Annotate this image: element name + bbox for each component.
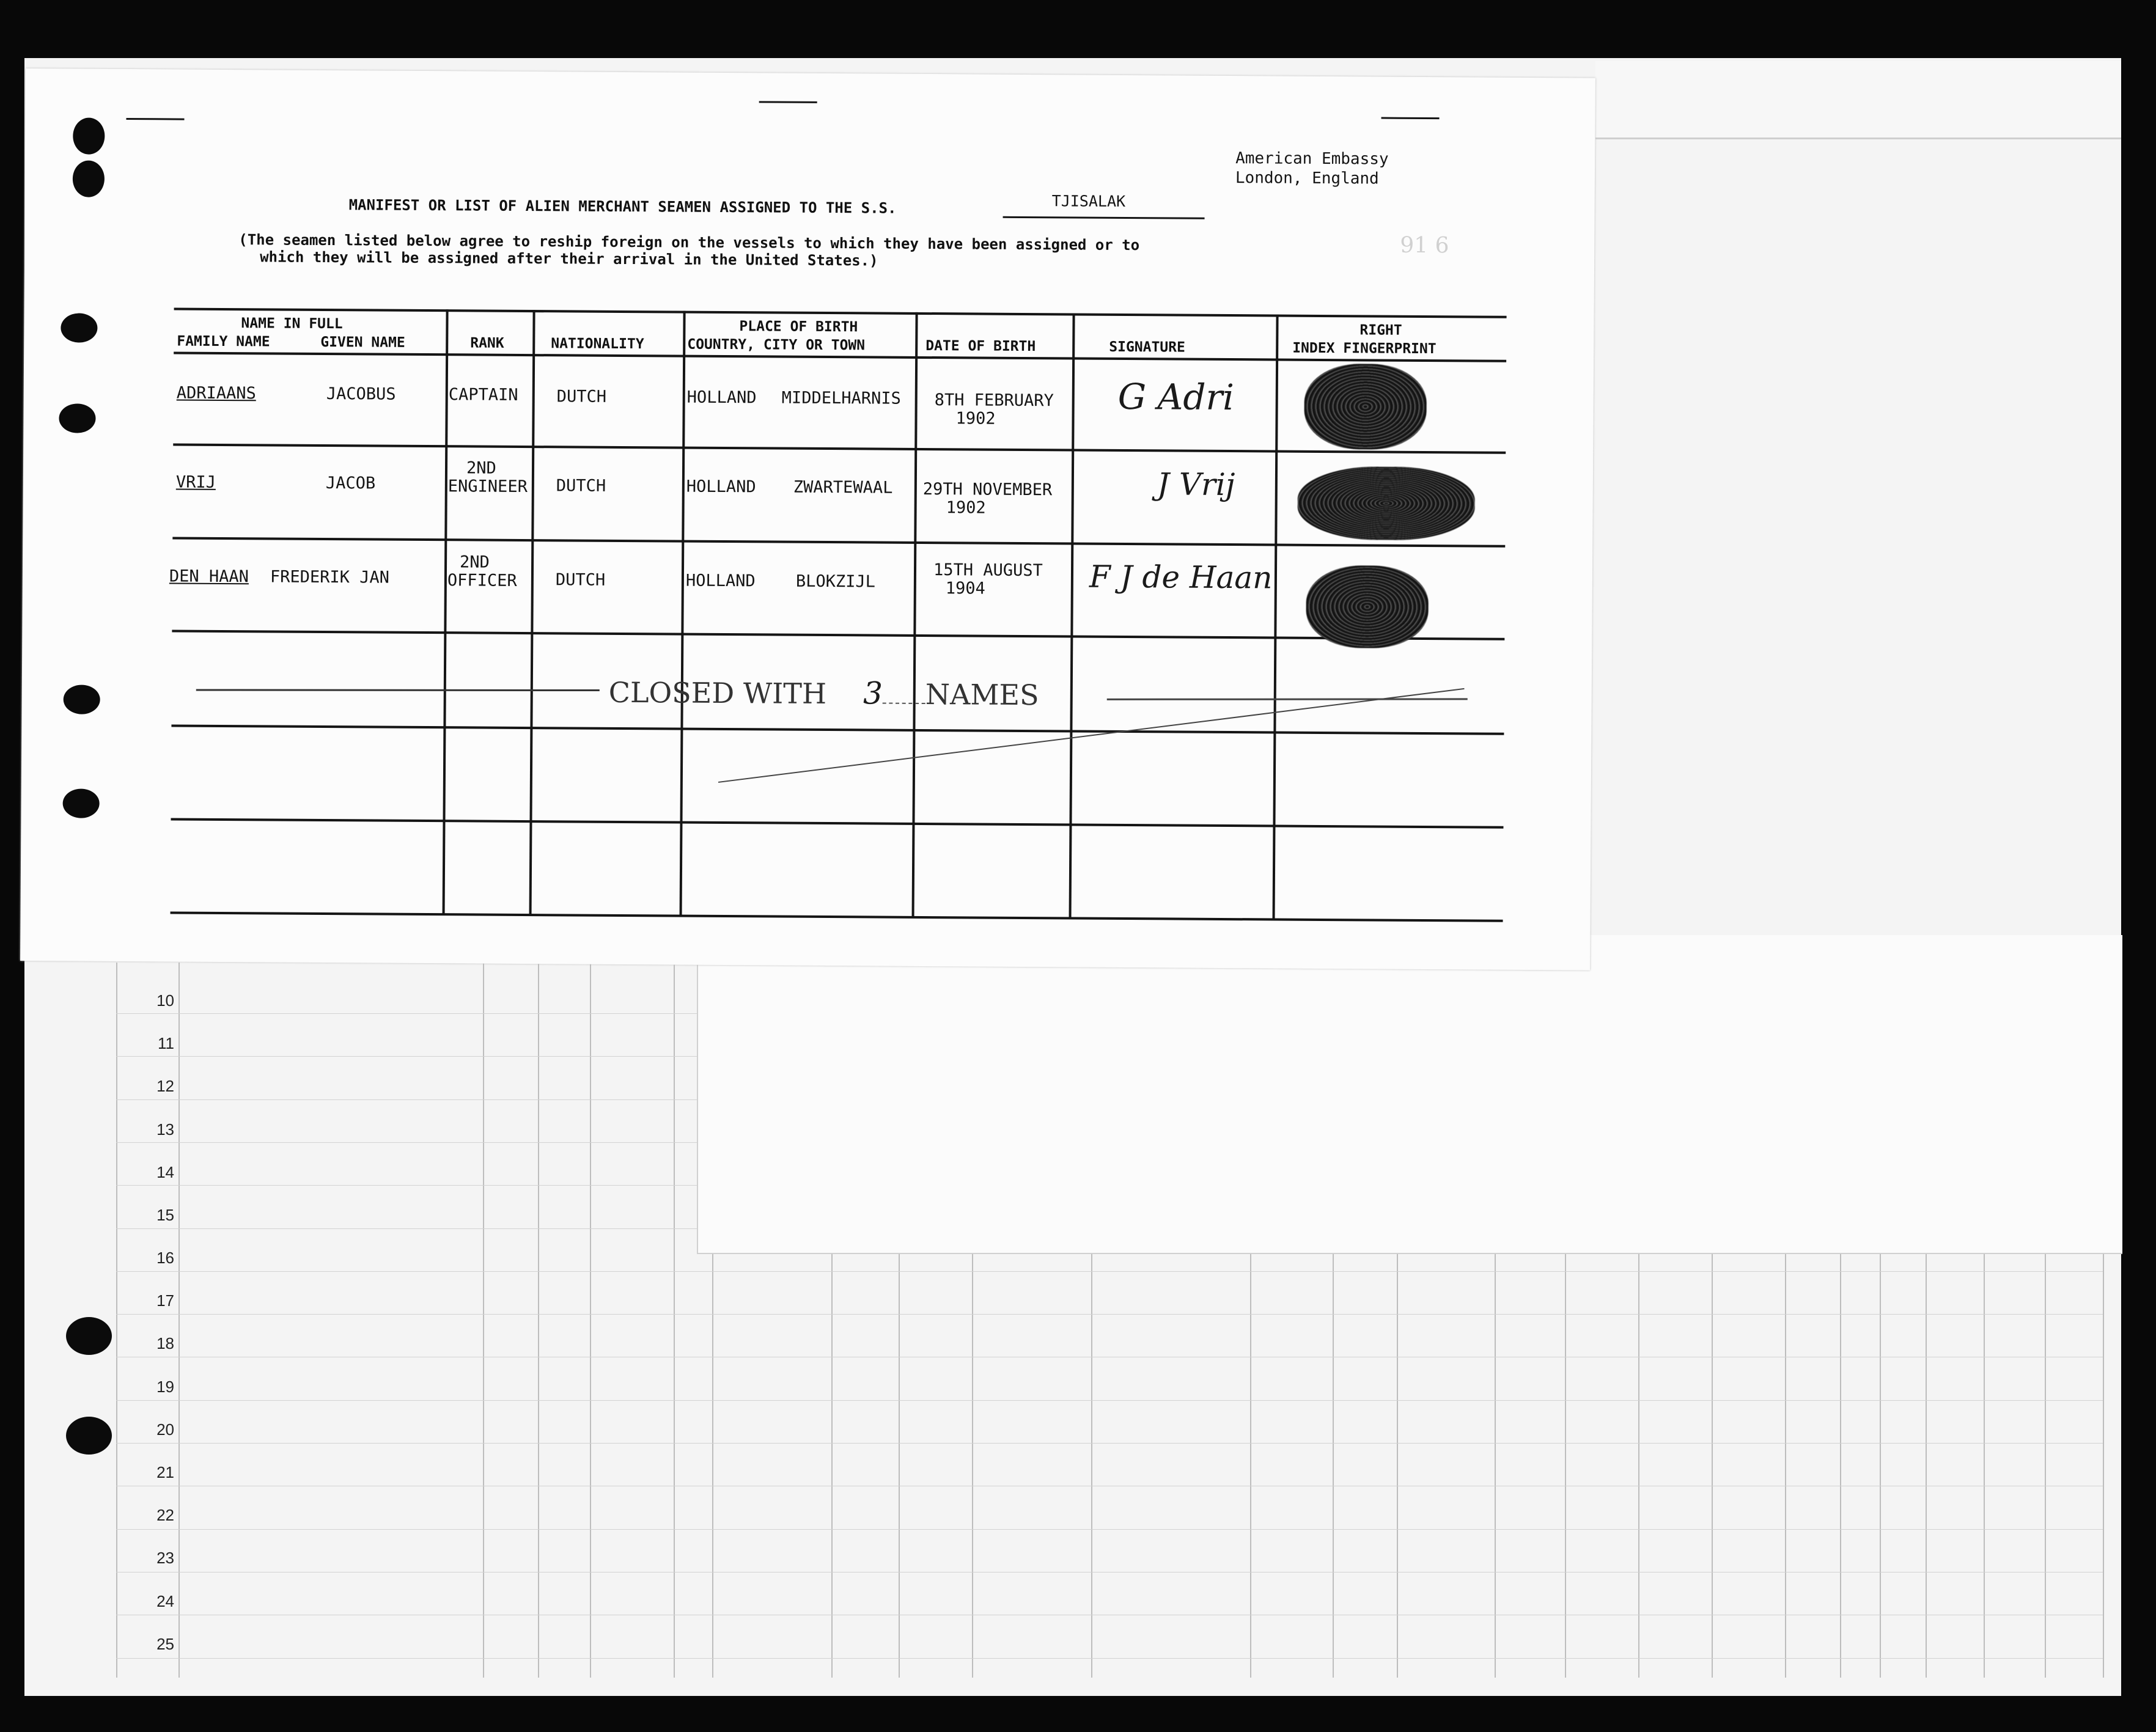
instructions-line-2: which they will be assigned after their arrival in the United States.) — [260, 248, 878, 270]
row-1-nationality: DUTCH — [556, 387, 607, 406]
row-1-given-name: JACOBUS — [326, 384, 396, 404]
ledger-row-line — [116, 1658, 2103, 1659]
row-2-family-name: VRIJ — [175, 472, 216, 492]
manifest-title: MANIFEST OR LIST OF ALIEN MERCHANT SEAMEN ASSIGNED TO THE S.S. — [348, 196, 897, 217]
ledger-row-number: 10 — [156, 991, 174, 1010]
row-3-rank-line-1: 2ND — [459, 552, 490, 572]
ledger-row-number: 20 — [156, 1420, 174, 1439]
ledger-row-number: 16 — [156, 1249, 174, 1267]
ledger-column-line — [1840, 1241, 1841, 1678]
header-place-of-birth: PLACE OF BIRTH — [739, 318, 858, 336]
table-rule — [172, 629, 1504, 640]
closing-suffix: NAMES — [925, 678, 1039, 712]
table-column-rule — [529, 310, 535, 915]
row-3-dob-day: 15TH AUGUST — [933, 560, 1043, 581]
ledger-column-line — [1712, 1241, 1713, 1678]
vessel-underline — [1003, 216, 1205, 219]
row-3-country: HOLLAND — [685, 571, 756, 591]
ledger-row-number: 21 — [156, 1463, 174, 1481]
row-3-fingerprint — [1306, 565, 1429, 648]
row-1-fingerprint — [1304, 364, 1427, 450]
ledger-column-line — [1565, 1241, 1566, 1678]
table-column-rule — [912, 312, 918, 917]
ledger-column-line — [116, 963, 117, 1678]
header-family-name: FAMILY NAME — [177, 333, 270, 350]
table-rule — [173, 443, 1506, 453]
header-date-of-birth: DATE OF BIRTH — [925, 338, 1036, 355]
ledger-column-line — [831, 1241, 833, 1678]
table-rule — [171, 724, 1504, 735]
ledger-column-line — [1333, 1241, 1334, 1678]
table-rule — [174, 307, 1507, 318]
row-2-given-name: JACOB — [325, 474, 376, 493]
table-rule — [172, 537, 1505, 547]
ledger-row-line — [116, 1228, 697, 1229]
header-country-city: COUNTRY, CITY OR TOWN — [687, 336, 866, 354]
ledger-row-number: 24 — [156, 1592, 174, 1610]
ledger-row-line — [116, 1314, 2103, 1315]
ledger-row-line — [116, 1400, 2103, 1401]
ledger-column-line — [2045, 1241, 2046, 1678]
embassy-line-2: London, England — [1235, 169, 1379, 188]
ledger-column-line — [538, 963, 539, 1678]
row-2-dob-day: 29TH NOVEMBER — [922, 479, 1053, 500]
punch-hole — [59, 403, 95, 433]
row-1-dob-year: 1902 — [955, 409, 996, 428]
ledger-row-number: 17 — [156, 1291, 174, 1310]
ledger-column-line — [1880, 1241, 1881, 1678]
vessel-name: TJISALAK — [1051, 192, 1126, 210]
ledger-row-line — [116, 1013, 697, 1014]
ledger-row-line — [116, 1271, 2103, 1272]
ledger-column-line — [483, 963, 484, 1678]
row-1-signature: G Adri — [1117, 375, 1235, 419]
punch-hole — [66, 1417, 112, 1455]
ledger-row-line — [116, 1185, 697, 1186]
table-column-rule — [1273, 315, 1279, 920]
closing-count: 3 — [863, 675, 883, 711]
row-3-city: BLOKZIJL — [795, 571, 876, 592]
header-nationality: NATIONALITY — [551, 336, 644, 353]
punch-hole — [73, 117, 105, 154]
ledger-row-line — [116, 1142, 697, 1143]
punch-hole — [64, 684, 100, 714]
top-mark — [759, 101, 817, 103]
header-rank: RANK — [470, 335, 504, 351]
ledger-column-line — [1250, 1241, 1251, 1678]
row-3-signature: F J de Haan — [1089, 559, 1273, 596]
top-mark — [1382, 117, 1440, 120]
ledger-upper-strip — [1595, 61, 2121, 139]
row-2-rank-line-1: 2ND — [466, 458, 496, 478]
ledger-row-line — [116, 1443, 2103, 1444]
closing-line-right — [1107, 698, 1468, 700]
row-3-family-name: DEN HAAN — [169, 567, 249, 587]
top-mark — [126, 118, 184, 120]
ledger-column-line — [1397, 1241, 1398, 1678]
table-rule — [171, 911, 1503, 922]
row-2-city: ZWARTEWAAL — [793, 477, 893, 497]
ledger-column-line — [712, 1241, 713, 1678]
header-fingerprint-1: RIGHT — [1359, 322, 1402, 339]
ledger-column-line — [674, 963, 675, 1678]
ledger-column-line — [1495, 1241, 1496, 1678]
ledger-row-number: 25 — [156, 1635, 174, 1653]
instructions-line-1: (The seamen listed below agree to reship foreign on the vessels to which they have been assigned or to — [238, 231, 1140, 254]
row-2-dob-year: 1902 — [946, 498, 986, 518]
header-signature: SIGNATURE — [1109, 339, 1185, 356]
row-3-rank-line-2: OFFICER — [447, 571, 517, 590]
ledger-column-line — [899, 1241, 900, 1678]
row-1-dob-day: 8TH FEBRUARY — [934, 391, 1054, 411]
closing-line-left — [196, 689, 600, 691]
punch-hole — [61, 313, 97, 342]
row-2-signature: J Vrij — [1157, 466, 1235, 503]
punch-hole — [73, 160, 105, 197]
row-1-family-name: ADRIAANS — [176, 383, 256, 403]
ledger-column-line — [1091, 1241, 1092, 1678]
ledger-row-number: 13 — [156, 1120, 174, 1139]
ledger-column-line — [1926, 1241, 1927, 1678]
ledger-column-line — [972, 1241, 973, 1678]
ledger-column-line — [1638, 1241, 1639, 1678]
row-1-country: HOLLAND — [686, 387, 757, 408]
ledger-column-line — [178, 963, 180, 1678]
punch-hole — [66, 1317, 112, 1355]
table-column-rule — [1069, 313, 1075, 918]
ledger-row-number: 15 — [156, 1206, 174, 1224]
row-2-nationality: DUTCH — [556, 476, 606, 496]
row-2-rank-line-2: ENGINEER — [447, 477, 528, 497]
ledger-row-number: 14 — [156, 1163, 174, 1181]
row-3-given-name: FREDERIK JAN — [270, 567, 390, 587]
manifest-document — [20, 68, 1595, 971]
ledger-column-line — [1984, 1241, 1985, 1678]
closing-statement — [609, 674, 1039, 712]
header-fingerprint-2: INDEX FINGERPRINT — [1292, 340, 1437, 358]
ledger-row-number: 18 — [156, 1334, 174, 1352]
row-1-city: MIDDELHARNIS — [781, 388, 901, 408]
header-name-in-full: NAME IN FULL — [241, 315, 343, 332]
stamp-number: 91 6 — [1400, 232, 1449, 259]
ledger-row-number: 22 — [156, 1506, 174, 1524]
row-3-nationality: DUTCH — [555, 570, 606, 590]
table-column-rule — [680, 311, 686, 916]
ledger-row-line — [116, 1529, 2103, 1530]
overlay-blank-sheet — [697, 935, 2122, 1254]
punch-hole — [63, 788, 100, 818]
table-column-rule — [443, 309, 449, 914]
row-1-rank: CAPTAIN — [448, 385, 518, 405]
ledger-row-line — [116, 1056, 697, 1057]
ledger-row-number: 23 — [156, 1549, 174, 1567]
row-2-fingerprint — [1297, 466, 1475, 541]
table-rule — [171, 818, 1503, 828]
ledger-row-number: 19 — [156, 1378, 174, 1396]
ledger-column-line — [590, 963, 591, 1678]
ledger-row-number: 11 — [158, 1034, 174, 1052]
row-3-dob-year: 1904 — [945, 579, 985, 598]
row-2-country: HOLLAND — [686, 477, 756, 497]
ledger-row-line — [116, 1099, 697, 1100]
embassy-line-1: American Embassy — [1235, 149, 1389, 169]
header-given-name: GIVEN NAME — [320, 334, 405, 351]
ledger-column-line — [2103, 1241, 2104, 1678]
ledger-column-line — [1785, 1241, 1786, 1678]
closing-prefix: CLOSED WITH — [608, 675, 827, 711]
ledger-row-number: 12 — [156, 1077, 174, 1095]
